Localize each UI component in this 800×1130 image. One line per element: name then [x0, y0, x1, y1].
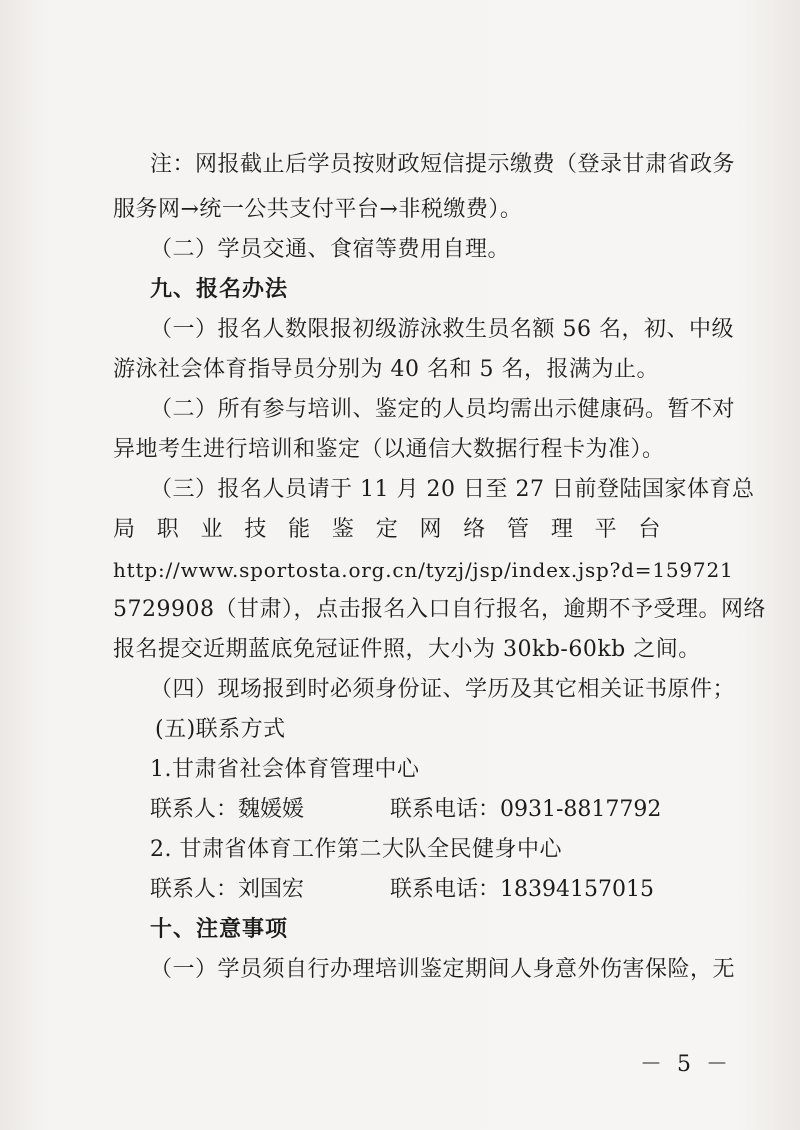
note-line-2: 服务网→统一公共支付平台→非税缴费）。 — [113, 197, 523, 222]
spread-char: 台 — [638, 517, 661, 542]
spread-char: 职 — [156, 517, 180, 542]
section-10-item-1-line-1: （一）学员须自行办理培训鉴定期间人身意外伤害保险，无 — [150, 957, 736, 982]
section-9-item-1-line-1: （一）报名人数限报初级游泳救生员名额 56 名，初、中级 — [150, 317, 734, 342]
note-line-1: 注：网报截止后学员按财政短信提示缴费（登录甘肃省政务 — [150, 152, 736, 177]
fee-item-2: （二）学员交通、食宿等费用自理。 — [150, 237, 511, 262]
section-9-title: 九、报名办法 — [150, 277, 289, 302]
section-9-item-3-line-4: 5729908（甘肃），点击报名入口自行报名，逾期不予受理。网络 — [113, 597, 766, 622]
section-9-item-2-line-2: 异地考生进行培训和鉴定（以通信大数据行程卡为准）。 — [113, 437, 665, 462]
page-number: － 5 － — [640, 1052, 732, 1077]
contact-1-phone: 联系电话：0931-8817792 — [390, 797, 662, 822]
spread-char: 管 — [507, 517, 530, 542]
spread-char: 理 — [550, 517, 574, 542]
spread-char: 络 — [463, 517, 486, 542]
section-10-title: 十、注意事项 — [150, 917, 289, 942]
spread-char: 业 — [200, 517, 224, 542]
spread-char: 平 — [594, 517, 618, 542]
section-9-item-3-line-5: 报名提交近期蓝底免冠证件照，大小为 30kb-60kb 之间。 — [113, 637, 701, 662]
contact-1-person: 联系人：魏媛媛 — [150, 797, 305, 822]
spread-char: 技 — [244, 517, 267, 542]
section-9-item-1-line-2: 游泳社会体育指导员分别为 40 名和 5 名，报满为止。 — [113, 357, 659, 382]
section-9-item-3-line-2 — [113, 515, 661, 545]
section-9-item-5: (五)联系方式 — [155, 717, 286, 742]
spread-char: 网 — [419, 517, 442, 542]
registration-url: http://www.sportosta.org.cn/tyzj/jsp/index.jsp?d=159721 — [113, 558, 734, 582]
contact-2-org: 2. 甘肃省体育工作第二大队全民健身中心 — [150, 837, 562, 862]
contact-2-phone: 联系电话：18394157015 — [390, 877, 654, 902]
section-9-item-3-line-1: （三）报名人员请于 11 月 20 日至 27 日前登陆国家体育总 — [150, 477, 755, 502]
section-9-item-4: （四）现场报到时必须身份证、学历及其它相关证书原件； — [150, 677, 736, 702]
spread-char: 鉴 — [331, 517, 355, 542]
contact-1-org: 1.甘肃省社会体育管理中心 — [150, 757, 420, 782]
section-9-item-2-line-1: （二）所有参与培训、鉴定的人员均需出示健康码。暂不对 — [150, 397, 736, 422]
spread-char: 能 — [288, 517, 311, 542]
spread-char: 定 — [375, 517, 399, 542]
contact-2-person: 联系人：刘国宏 — [150, 877, 305, 902]
spread-char: 局 — [113, 517, 136, 542]
